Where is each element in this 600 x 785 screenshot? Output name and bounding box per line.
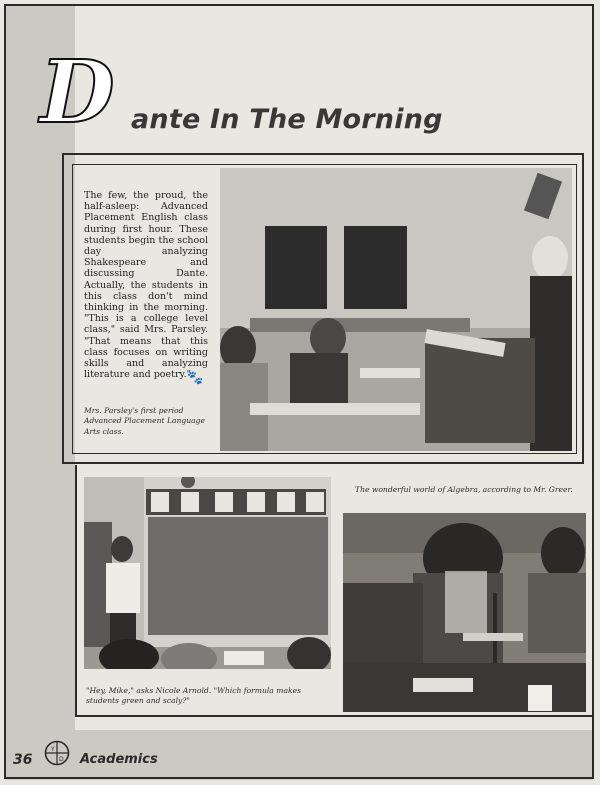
story-text: The few, the proud, the half-asleep: Advanced Placement English class during first hour. These students begin the school day analyzing Shakespeare and discussing Dante. Actually, the students in this class don't mind thinking in the morning. "This is a college level class," said Mrs. Parsley. "That means that this class focuses on writing skills and analyzing literature and poetry." bbox=[84, 190, 208, 381]
headline-title: ante In The Morning bbox=[131, 104, 443, 135]
svg-text:Y: Y bbox=[51, 746, 55, 753]
headline-initial: D bbox=[40, 42, 115, 143]
caption-algebra: The wonderful world of Algebra, according to Mr. Greer. bbox=[355, 485, 573, 494]
photo-algebra-class bbox=[84, 477, 331, 669]
school-seal-icon bbox=[44, 740, 70, 766]
photo-english-classroom bbox=[220, 168, 572, 451]
photo-chemistry-lab bbox=[343, 513, 586, 712]
svg-text:D: D bbox=[59, 756, 64, 763]
caption-classroom: Mrs. Parsley's first period Advanced Placement Language Arts class. bbox=[84, 406, 206, 436]
paw-print-icon: 🐾 bbox=[187, 371, 204, 386]
page-number: 36 bbox=[13, 752, 33, 768]
caption-chemistry: "Hey, Mike," asks Nicole Arnold. "Which formula makes students green and scaly?" bbox=[86, 686, 301, 705]
section-title: Academics bbox=[80, 752, 158, 767]
